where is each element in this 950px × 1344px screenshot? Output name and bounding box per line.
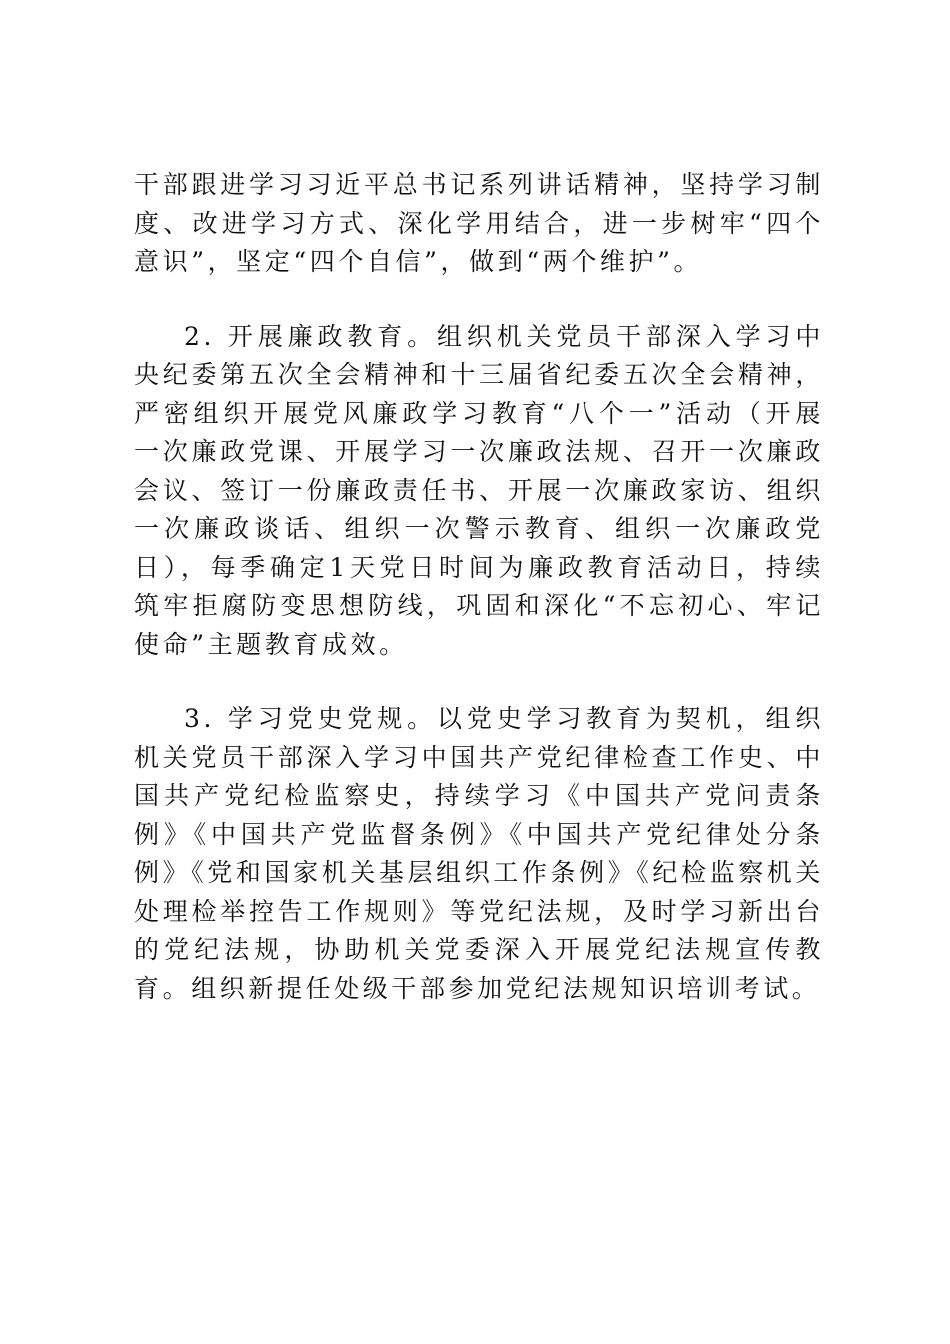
document-body	[134, 166, 824, 1008]
paragraph-party-history-rules: 3. 学习党史党规。以党史学习教育为契机，组织机关党员干部深入学习中国共产党纪律检查工作史、中国共产党纪检监察史，持续学习《中国共产党问责条例》《中国共产党监督条例》《中国共产党纪律处分条例》《党和国家机关基层组织工作条例》《纪检监察机关处理检举控告工作规则》等党纪法规，及时学习新出台的党纪法规，协助机关党委深入开展党纪法规宣传教育。组织新提任处级干部参加党纪法规知识培训考试。	[134, 704, 825, 1003]
paragraph-integrity-education: 2. 开展廉政教育。组织机关党员干部深入学习中央纪委第五次全会精神和十三届省纪委五次全会精神，严密组织开展党风廉政学习教育“八个一”活动（开展一次廉政党课、开展学习一次廉政法规、召开一次廉政会议、签订一份廉政责任书、开展一次廉政家访、组织一次廉政谈话、组织一次警示教育、组织一次廉政党日），每季确定1天党日时间为廉政教育活动日，持续筑牢拒腐防变思想防线，巩固和深化“不忘初心、牢记使命”主题教育成效。	[134, 321, 824, 659]
paragraph-continuation: 干部跟进学习习近平总书记系列讲话精神，坚持学习制度、改进学习方式、深化学用结合，进一步树牢“四个意识”，坚定“四个自信”，做到“两个维护”。	[134, 170, 824, 276]
